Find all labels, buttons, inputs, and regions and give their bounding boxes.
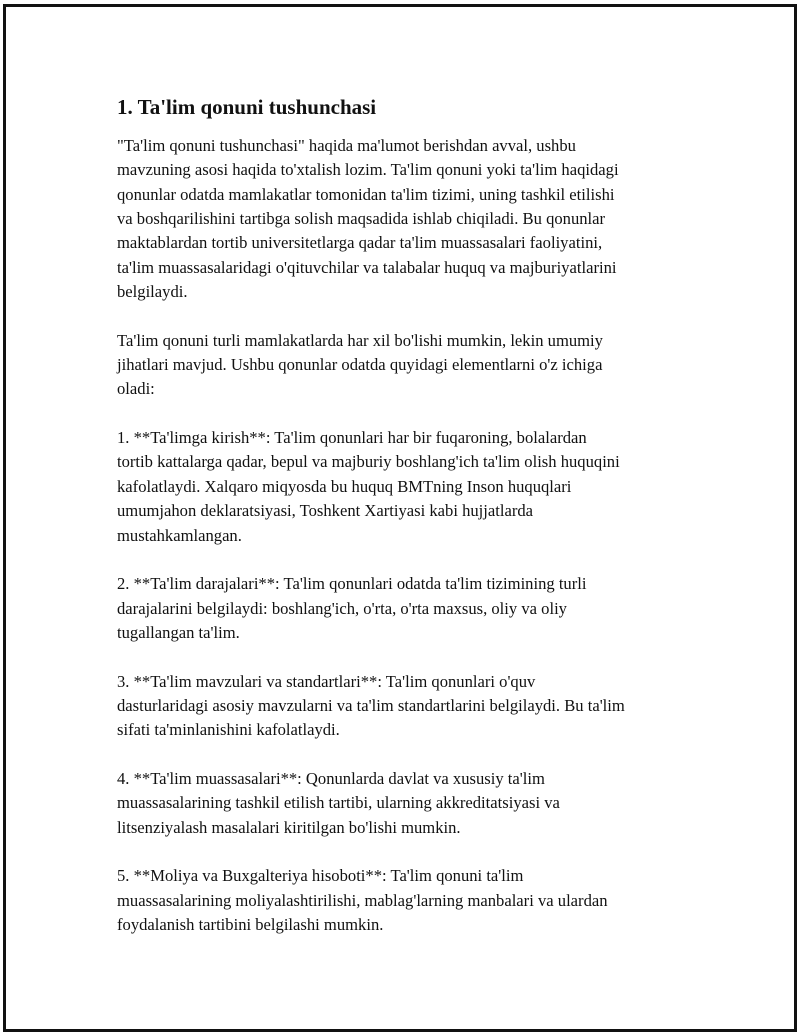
text-line: tortib kattalarga qadar, bepul va majburiy boshlang'ich ta'lim olish huquqini — [117, 452, 620, 472]
text-line: oladi: — [117, 379, 155, 399]
list-item-levels — [117, 572, 687, 645]
text-line: Ta'lim qonuni turli mamlakatlarda har xil bo'lishi mumkin, lekin umumiy — [117, 330, 603, 350]
paragraph-overview — [117, 329, 687, 402]
text-line: 1. **Ta'limga kirish**: Ta'lim qonunlari har bir fuqaroning, bolalardan — [117, 428, 587, 448]
text-line: litsenziyalash masalalari kiritilgan bo'lishi mumkin. — [117, 817, 461, 837]
text-line: 2. **Ta'lim darajalari**: Ta'lim qonunlari odatda ta'lim tizimining turli — [117, 574, 587, 594]
text-line: mavzuning asosi haqida to'xtalish lozim. Ta'lim qonuni yoki ta'lim haqidagi — [117, 160, 619, 180]
text-line: mustahkamlangan. — [117, 525, 242, 545]
list-item-finance — [117, 864, 687, 937]
text-line: foydalanish tartibini belgilashi mumkin. — [117, 915, 384, 934]
text-line: darajalarini belgilaydi: boshlang'ich, o'rta, o'rta maxsus, oliy va oliy — [117, 598, 567, 618]
text-line: jihatlari mavjud. Ushbu qonunlar odatda quyidagi elementlarni o'z ichiga — [117, 355, 603, 375]
document-body — [117, 94, 687, 962]
text-line: umumjahon deklaratsiyasi, Toshkent Xartiyasi kabi hujjatlarda — [117, 501, 534, 521]
text-line: tugallangan ta'lim. — [117, 622, 240, 642]
list-item-access — [117, 426, 687, 548]
text-line: dasturlaridagi asosiy mavzularni va ta'lim standartlarini belgilaydi. Bu ta'lim — [117, 695, 625, 715]
text-line: ta'lim muassasalaridagi o'qituvchilar va talabalar huquq va majburiyatlarini — [117, 257, 617, 277]
text-line: muassasalarining moliyalashtirilishi, mablag'larning manbalari va ulardan — [117, 890, 608, 910]
text-line: "Ta'lim qonuni tushunchasi" haqida ma'lumot berishdan avval, ushbu — [117, 136, 576, 155]
text-line: kafolatlaydi. Xalqaro miqyosda bu huquq BMTning Inson huquqlari — [117, 476, 572, 496]
list-item-standards — [117, 670, 687, 743]
section-title: 1. Ta'lim qonuni tushunchasi — [117, 95, 377, 119]
list-item-institutions — [117, 767, 687, 840]
text-line: sifati ta'minlanishini kafolatlaydi. — [117, 720, 340, 740]
paragraph-intro — [117, 134, 687, 304]
text-line: va boshqarilishini tartibga solish maqsadida ishlab chiqiladi. Bu qonunlar — [117, 209, 606, 229]
text-line: maktablardan tortib universitetlarga qadar ta'lim muassasalari faoliyatini, — [117, 233, 603, 253]
text-line: belgilaydi. — [117, 282, 188, 302]
text-line: 5. **Moliya va Buxgalteriya hisoboti**: Ta'lim qonuni ta'lim — [117, 866, 524, 886]
text-line: 3. **Ta'lim mavzulari va standartlari**: Ta'lim qonunlari o'quv — [117, 671, 536, 691]
text-line: qonunlar odatda mamlakatlar tomonidan ta'lim tizimi, uning tashkil etilishi — [117, 184, 615, 204]
text-line: muassasalarining tashkil etilish tartibi, ularning akkreditatsiyasi va — [117, 793, 560, 813]
text-line: 4. **Ta'lim muassasalari**: Qonunlarda davlat va xususiy ta'lim — [117, 768, 545, 788]
